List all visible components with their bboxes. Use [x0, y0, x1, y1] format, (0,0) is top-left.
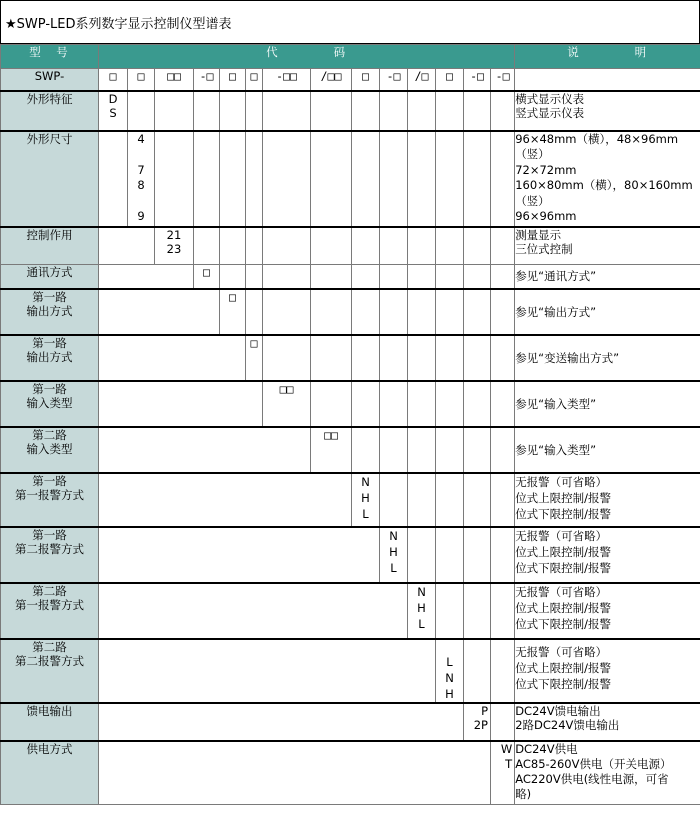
alarm22-code-h: H [445, 686, 454, 701]
shape-codes [99, 91, 128, 131]
out1-row [1, 289, 700, 335]
size-code-7: 7 [137, 162, 145, 177]
feed-code-2p: 2P [473, 717, 488, 732]
alarm12-code-n: N [389, 528, 398, 543]
control-row [1, 227, 700, 265]
power-row [1, 741, 700, 805]
out1-label-2: 输出方式 [26, 303, 73, 318]
feed-notes [515, 703, 700, 741]
feed-code-p: P [481, 703, 488, 718]
feed-note-1: DC24V馈电输出 [515, 703, 601, 718]
shape-label: 外形特征 [1, 91, 99, 131]
swp-code-6: □ [246, 69, 263, 91]
out1-note: 参见“输出方式” [515, 289, 700, 335]
size-code-8: 8 [137, 178, 145, 192]
out1-label-1: 第一路 [32, 289, 67, 304]
alarm21-note-3: 位式下限控制/报警 [515, 616, 612, 631]
size-note-5: （竖） [515, 193, 550, 208]
header-code: 代 码 [99, 45, 515, 69]
alarm11-row [1, 473, 700, 527]
alarm21-label [1, 583, 99, 639]
in2-note: 参见“输入类型” [515, 427, 700, 473]
in2-row [1, 427, 700, 473]
power-code-t: T [505, 756, 513, 771]
header-desc: 说 明 [515, 45, 700, 69]
alarm12-note-2: 位式上限控制/报警 [515, 544, 612, 559]
alarm22-note-2: 位式上限控制/报警 [515, 660, 612, 675]
size-codes [128, 131, 155, 227]
power-note-2: AC85-260V供电（开关电源） [515, 756, 672, 771]
in1-label [1, 381, 99, 427]
alarm11-label-2: 第一报警方式 [15, 487, 84, 502]
size-code-9: 9 [137, 209, 145, 223]
swp-code-2: □ [128, 69, 155, 91]
comm-code: □ [194, 265, 220, 289]
alarm12-note-3: 位式下限控制/报警 [515, 560, 612, 575]
alarm21-code-n: N [417, 584, 426, 599]
alarm21-row [1, 583, 700, 639]
alarm11-label [1, 473, 99, 527]
comm-row [1, 265, 700, 289]
alarm12-code-h: H [389, 544, 398, 559]
power-notes [515, 741, 700, 805]
swp-row [1, 69, 700, 91]
feed-note-2: 2路DC24V馈电输出 [515, 717, 620, 732]
swp-code-10: -□ [380, 69, 408, 91]
alarm11-code-n: N [361, 474, 370, 489]
alarm12-code-l: L [390, 560, 397, 575]
alarm22-label-1: 第二路 [32, 639, 67, 654]
alarm11-label-1: 第一路 [32, 473, 67, 488]
feed-codes [464, 703, 491, 741]
alarm22-label [1, 639, 99, 703]
alarm22-row [1, 639, 700, 703]
page-title-bar [0, 0, 700, 44]
alarm22-code-n: N [445, 670, 454, 685]
power-note-1: DC24V供电 [515, 741, 578, 756]
size-note-4: 160×80mm（横），80×160mm [515, 178, 693, 192]
in1-note: 参见“输入类型” [515, 381, 700, 427]
control-label: 控制作用 [1, 227, 99, 265]
alarm22-notes [515, 639, 700, 703]
size-note-2: （竖） [515, 147, 550, 161]
alarm21-notes [515, 583, 700, 639]
comm-note: 参见“通讯方式” [515, 265, 700, 289]
power-label: 供电方式 [1, 741, 99, 805]
header-row [1, 45, 700, 69]
swp-code-5: □ [220, 69, 246, 91]
power-codes [491, 741, 515, 805]
shape-code-s: S [109, 105, 117, 120]
in2-code: □□ [311, 427, 352, 473]
in1-label-2: 输入类型 [26, 395, 73, 410]
alarm12-label-1: 第一路 [32, 527, 67, 542]
out2-row [1, 335, 700, 381]
out2-label-2: 输出方式 [26, 349, 73, 364]
swp-code-14: -□ [491, 69, 515, 91]
alarm21-label-1: 第二路 [32, 583, 67, 598]
alarm11-codes [352, 473, 380, 527]
alarm22-codes [436, 639, 464, 703]
alarm12-note-1: 无报警（可省略） [515, 528, 608, 543]
swp-code-4: -□ [194, 69, 220, 91]
in2-label [1, 427, 99, 473]
swp-note [515, 69, 700, 91]
alarm22-note-1: 无报警（可省略） [515, 644, 608, 659]
swp-label: SWP- [1, 69, 99, 91]
swp-code-8: /□□ [311, 69, 352, 91]
alarm11-code-l: L [362, 506, 369, 521]
power-note-3: AC220V供电(线性电源，可省 [515, 771, 669, 786]
size-notes [515, 131, 700, 227]
size-row [1, 131, 700, 227]
alarm11-note-2: 位式上限控制/报警 [515, 490, 612, 505]
in1-row [1, 381, 700, 427]
swp-code-7: -□□ [263, 69, 311, 91]
size-note-3: 72×72mm [515, 162, 577, 177]
shape-notes [515, 91, 700, 131]
power-note-4: 略) [515, 786, 532, 801]
alarm12-label [1, 527, 99, 583]
alarm12-codes [380, 527, 408, 583]
alarm11-note-1: 无报警（可省略） [515, 474, 608, 489]
control-notes [515, 227, 700, 265]
control-codes [155, 227, 194, 265]
in2-label-2: 输入类型 [26, 441, 73, 456]
control-note-2: 三位式控制 [515, 241, 573, 256]
in2-label-1: 第二路 [32, 427, 67, 442]
alarm11-code-h: H [361, 490, 370, 505]
out2-code: □ [246, 335, 263, 381]
alarm21-codes [408, 583, 436, 639]
alarm12-notes [515, 527, 700, 583]
swp-code-12: □ [436, 69, 464, 91]
page-title: ★SWP-LED系列数字显示控制仪型谱表 [5, 16, 232, 32]
in1-label-1: 第一路 [32, 381, 67, 396]
alarm21-note-1: 无报警（可省略） [515, 584, 608, 599]
swp-code-3: □□ [155, 69, 194, 91]
power-code-w: W [500, 741, 513, 756]
alarm21-label-2: 第一报警方式 [15, 597, 84, 612]
feed-label: 馈电输出 [1, 703, 99, 741]
spec-table [0, 44, 700, 805]
shape-code-d: D [108, 91, 118, 106]
out1-code: □ [220, 289, 246, 335]
out2-label [1, 335, 99, 381]
size-note-6: 96×96mm [515, 209, 577, 223]
swp-code-1: □ [99, 69, 128, 91]
alarm21-code-h: H [417, 600, 426, 615]
in1-code: □□ [263, 381, 311, 427]
out2-note: 参见“变送输出方式” [515, 335, 700, 381]
swp-code-13: -□ [464, 69, 491, 91]
swp-code-11: /□ [408, 69, 436, 91]
feed-row [1, 703, 700, 741]
size-note-1: 96×48mm（横），48×96mm [515, 131, 679, 146]
alarm22-code-l: L [446, 654, 453, 669]
shape-note-1: 横式显示仪表 [515, 91, 585, 106]
control-code-21: 21 [166, 227, 182, 242]
control-code-23: 23 [166, 241, 182, 256]
out1-label [1, 289, 99, 335]
header-model: 型 号 [1, 45, 99, 69]
alarm21-code-l: L [418, 616, 425, 631]
control-note-1: 测量显示 [515, 227, 562, 242]
out2-label-1: 第一路 [32, 335, 67, 350]
comm-label: 通讯方式 [1, 265, 99, 289]
alarm12-row [1, 527, 700, 583]
size-label: 外形尺寸 [1, 131, 99, 227]
alarm22-label-2: 第二报警方式 [15, 653, 84, 668]
shape-note-2: 竖式显示仪表 [515, 105, 585, 120]
alarm21-note-2: 位式上限控制/报警 [515, 600, 612, 615]
alarm11-note-3: 位式下限控制/报警 [515, 506, 612, 521]
alarm12-label-2: 第二报警方式 [15, 541, 84, 556]
swp-code-9: □ [352, 69, 380, 91]
size-code-4: 4 [137, 131, 145, 146]
alarm11-notes [515, 473, 700, 527]
alarm22-note-3: 位式下限控制/报警 [515, 676, 612, 691]
shape-row [1, 91, 700, 131]
